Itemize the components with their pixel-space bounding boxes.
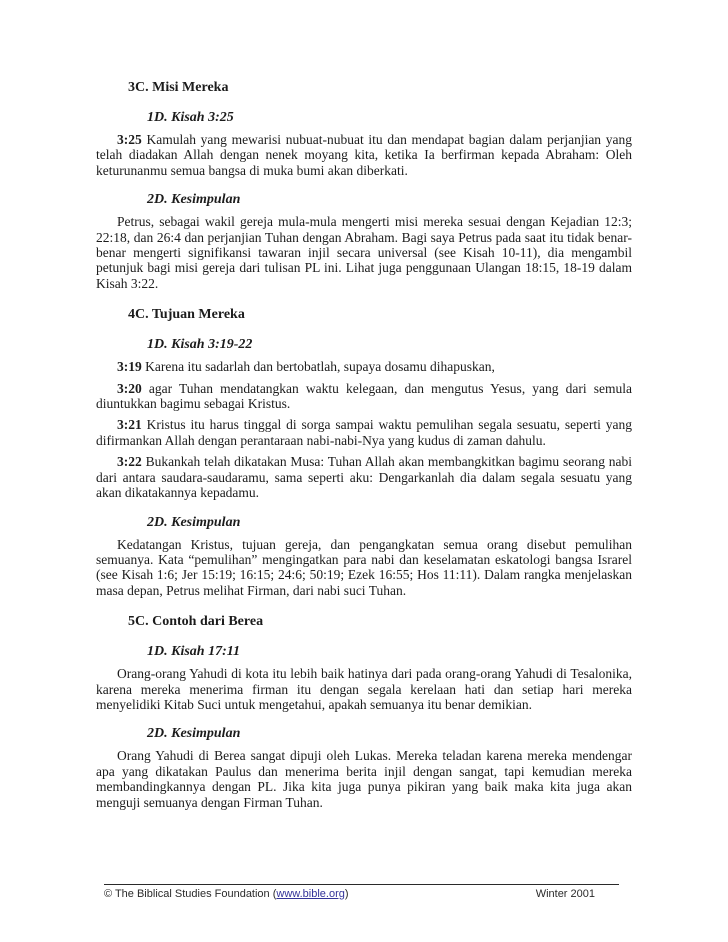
subsection-heading-2d-kesimpulan-3: 2D. Kesimpulan [147,726,241,742]
verse-paragraph-3-21 [96,417,632,448]
verse-paragraph-3-25 [96,132,632,178]
copyright-close-paren: ) [344,888,349,900]
section-heading-3c-misi-mereka: 3C. Misi Mereka [128,80,229,95]
verse-number: 3:25 [117,132,142,147]
verse-paragraph-3-22 [96,454,632,500]
subsection-heading-1d-kisah-3-19-22: 1D. Kisah 3:19-22 [147,337,253,353]
verse-text: agar Tuhan mendatangkan waktu kelegaan, dan mengutus Yesus, yang dari semula diuntukkan bagimu sebagai Kristus. [96,380,632,412]
copyright-notice [104,888,349,900]
section-heading-5c-contoh-dari-berea: 5C. Contoh dari Berea [128,614,264,630]
edition-label: Winter 2001 [535,888,595,900]
verse-text: Kristus itu harus tinggal di sorga sampai waktu pemulihan segala sesuatu, seperti yang difirmankan Allah dengan perantaraan nabi-nabi-Nya yang kudus di zaman dahulu. [96,417,633,448]
section-heading-4c-tujuan-mereka: 4C. Tujuan Mereka [128,307,245,323]
paragraph-kesimpulan-tujuan: Kedatangan Kristus, tujuan gereja, dan pengangkatan semua orang disebut pemulihan semuanya. Kata “pemulihan” mengingatkan para nabi dan keselamatan eskatologi bangsa Israrel (see Kisah 1:6; Jer 15:19; 16:15; 24:6; 50:19; Ezek 16:55; Hos 11:11). Dalam rangka menjelaskan masa depan, Petrus melihat Firman, dari nabi suci Tuhan. [96,536,632,598]
verse-number: 3:22 [117,454,142,470]
verse-text: Kamulah yang mewarisi nubuat-nubuat itu dan mendapat bagian dalam perjanjian yang telah diadakan Allah dengan nenek moyang kita, ketika Ia berfirman kepada Abraham: Oleh keturunanmu semua bangsa di muka bumi akan diberkati. [96,132,632,178]
verse-text: Bukankah telah dikatakan Musa: Tuhan Allah akan membangkitkan bagimu seorang nabi dari antara saudara-saudaramu, sama seperti aku: Dengarkanlah dia dalam segala sesuatu yang akan dikatakannya kepadamu. [96,454,633,501]
verse-paragraph-17-11: Orang-orang Yahudi di kota itu lebih baik hatinya dari pada orang-orang Yahudi di Tesalonika, karena mereka menerima firman itu dengan segala kerelaan hati dan setiap hari mereka menyelidiki Kitab Suci untuk mengetahui, apakah semuanya itu benar demikian. [96,666,632,712]
verse-number: 3:19 [117,359,142,375]
subsection-heading-1d-kisah-3-25: 1D. Kisah 3:25 [147,110,234,125]
verse-text: Karena itu sadarlah dan bertobatlah, supaya dosamu dihapuskan, [145,359,495,375]
paragraph-kesimpulan-misi: Petrus, sebagai wakil gereja mula-mula mengerti misi mereka sesuai dengan Kejadian 12:3; 22:18, dan 26:4 dan perjanjian Tuhan dengan Abraham. Bagi saya Petrus pada saat itu tidak benar-benar mengerti signifikansi tawaran injil secara universal (see Kisah 10-11), dia mengambil petunjuk bagi misi gereja dari tulisan PL ini. Lihat juga penggunaan Ulangan 18:15, 18-19 dalam Kisah 3:22. [96,214,632,291]
bible-org-link[interactable]: www.bible.org [276,888,345,900]
verse-number: 3:20 [117,380,142,396]
verse-paragraph-3-19 [96,359,632,374]
subsection-heading-2d-kesimpulan-2: 2D. Kesimpulan [147,514,241,530]
verse-number: 3:21 [117,417,142,433]
paragraph-kesimpulan-berea: Orang Yahudi di Berea sangat dipuji oleh Lukas. Mereka teladan karena mereka mendengar apa yang dikatakan Paulus dan menerima berita injil dengan sangat, tapi kemudian mereka membandingkannya dengan PL. Jika kita juga punya pikiran yang baik maka kita juga akan menguji semuanya dengan Firman Tuhan. [96,748,632,810]
subsection-heading-1d-kisah-17-11: 1D. Kisah 17:11 [147,644,240,660]
copyright-text: © The Biblical Studies Foundation ( [104,888,277,900]
subsection-heading-2d-kesimpulan-1: 2D. Kesimpulan [147,192,241,208]
page-footer [104,884,619,900]
verse-paragraph-3-20 [96,381,632,412]
